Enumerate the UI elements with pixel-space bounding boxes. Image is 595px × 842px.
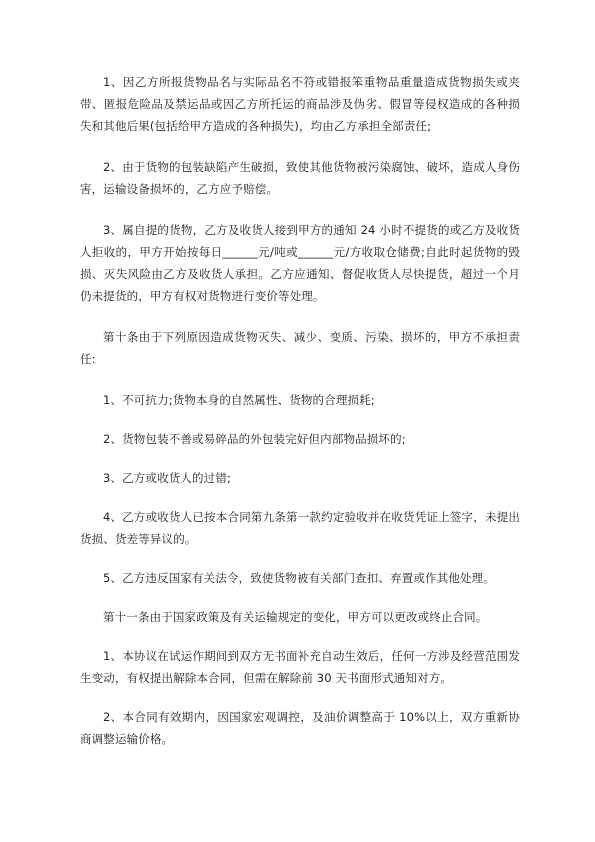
paragraph-article-11-heading: 第十一条由于国家政策及有关运输规定的变化，甲方可以更改或终止合同。 bbox=[103, 610, 488, 624]
paragraph-self-pickup-storage: 3、属自提的货物，乙方及收货人接到甲方的通知 24 小时不提货的或乙方及收货人拒收的，甲方开始按每日______元/吨或______元/方收取仓储费;自此时起货物的毁损、灭失风险由乙方及收货人承担。乙方应通知、督促收货人尽快提货，超过一个月仍未提货的，甲方有权对货物进行变价等处理。 bbox=[80, 223, 520, 303]
paragraph-trial-operation-termination: 1、本协议在试运作期间到双方无书面补充自动生效后，任何一方涉及经营范围发生变动，有权提出解除本合同，但需在解除前 30 天书面形式通知对方。 bbox=[80, 649, 520, 685]
paragraph-liability-misdeclared-goods: 1、因乙方所报货物品名与实际品名不符或错报笨重物品重量造成货物损失或夹带、匿报危险品及禁运品或因乙方所托运的商品涉及伪劣、假冒等侵权造成的各种损失和其他后果(包括给甲方造成的各种损失)，均由乙方承担全部责任; bbox=[80, 75, 520, 133]
paragraph-price-adjustment: 2、本合同有效期内，因国家宏观调控，及油价调整高于 10%以上，双方重新协商调整运输价格。 bbox=[80, 710, 520, 746]
paragraph-party-fault: 3、乙方或收货人的过错; bbox=[103, 471, 231, 485]
paragraph-legal-violation: 5、乙方违反国家有关法令，致使货物被有关部门查扣、弃置或作其他处理。 bbox=[103, 571, 495, 585]
paragraph-force-majeure: 1、不可抗力;货物本身的自然属性、货物的合理损耗; bbox=[103, 393, 375, 407]
paragraph-poor-packaging: 2、货物包装不善或易碎品的外包装完好但内部物品损坏的; bbox=[103, 432, 406, 446]
document-body bbox=[80, 71, 520, 750]
paragraph-article-10-heading: 第十条由于下列原因造成货物灭失、减少、变质、污染、损坏的，甲方不承担责任: bbox=[80, 330, 520, 366]
paragraph-packaging-defects: 2、由于货物的包装缺陷产生破损，致使其他货物被污染腐蚀、破坏，造成人身伤害，运输设备损坏的，乙方应予赔偿。 bbox=[80, 160, 520, 196]
paragraph-signed-acceptance: 4、乙方或收货人已按本合同第九条第一款约定验收并在收货凭证上签字，未提出货损、货差等异议的。 bbox=[80, 510, 520, 546]
